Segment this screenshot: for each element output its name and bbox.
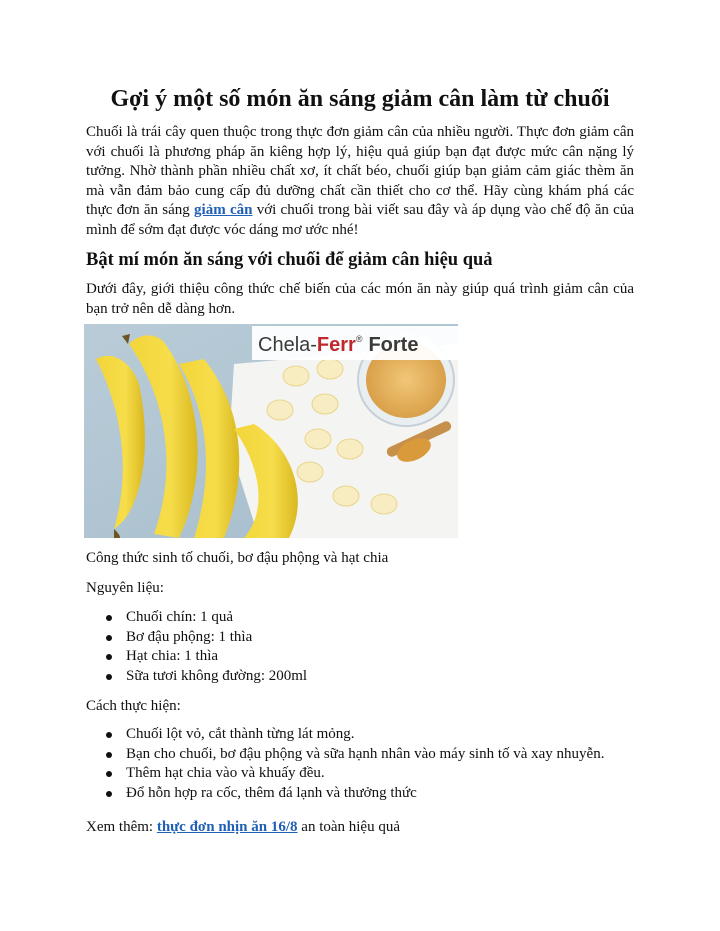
brand-text-ferr: Ferr xyxy=(316,334,356,356)
svg-text:Chela-Ferr®Forte xyxy=(258,334,418,356)
bullet-icon xyxy=(106,771,112,777)
page-title: Gợi ý một số món ăn sáng giảm cân làm từ chuối xyxy=(110,86,610,112)
list-item: Sữa tươi không đường: 200ml xyxy=(86,667,307,687)
list-item: Bơ đậu phộng: 1 thìa xyxy=(86,628,307,648)
bullet-icon xyxy=(106,635,112,641)
intro-paragraph xyxy=(86,123,634,240)
section-heading: Bật mí món ăn sáng với chuối để giảm cân hiệu quả xyxy=(86,250,493,270)
recipe-title: Công thức sinh tố chuối, bơ đậu phộng và hạt chia xyxy=(86,550,389,566)
bullet-icon xyxy=(106,654,112,660)
list-item: Hạt chia: 1 thìa xyxy=(86,647,307,667)
bullet-icon xyxy=(106,732,112,738)
list-item: Thêm hạt chia vào và khuấy đều. xyxy=(86,764,604,784)
steps-list xyxy=(86,725,604,804)
ingredients-list xyxy=(86,608,307,687)
brand-registered-mark: ® xyxy=(355,334,363,344)
ingredients-label: Nguyên liệu: xyxy=(86,580,164,596)
see-more-prefix: Xem thêm: xyxy=(86,819,157,835)
intro-text-after: với chuối trong bài viết sau đây và áp dụng vào chế độ ăn của mình để sớm đạt được vóc dáng mơ ước nhé! xyxy=(86,202,634,238)
list-item: Chuối lột vỏ, cắt thành từng lát mỏng. xyxy=(86,725,604,745)
brand-text-chela: Chela- xyxy=(258,334,317,356)
intro-text-before: Chuối là trái cây quen thuộc trong thực đơn giảm cân của nhiều người. Thực đơn giảm cân với chuối là phương pháp ăn kiêng hợp lý, hiệu quả giúp bạn đạt được mức cân nặng lý tưởng. Nhờ thành phần nhiều chất xơ, ít chất béo, chuối giúp bạn giảm cảm giác thèm ăn mà vẫn đảm bảo cung cấp đủ dưỡng chất cần thiết cho cơ thể. Hãy cùng khám phá các thực đơn ăn sáng xyxy=(86,124,634,218)
bullet-icon xyxy=(106,615,112,621)
see-more-suffix: an toàn hiệu quả xyxy=(297,819,400,835)
bullet-icon xyxy=(106,752,112,758)
bullet-icon xyxy=(106,674,112,680)
bullet-icon xyxy=(106,791,112,797)
list-item: Bạn cho chuối, bơ đậu phộng và sữa hạnh nhân vào máy sinh tố và xay nhuyễn. xyxy=(86,745,604,765)
steps-label: Cách thực hiện: xyxy=(86,698,181,714)
banana-smoothie-image xyxy=(84,324,458,538)
list-item: Chuối chín: 1 quả xyxy=(86,608,307,628)
fasting-16-8-link[interactable]: thực đơn nhịn ăn 16/8 xyxy=(156,819,298,835)
see-more-line xyxy=(86,818,400,837)
weight-loss-link[interactable]: giảm cân xyxy=(194,202,253,218)
section-intro: Dưới đây, giới thiệu công thức chế biến của các món ăn này giúp quá trình giảm cân của bạn trở nên dễ dàng hơn. xyxy=(86,281,634,317)
brand-text-forte: Forte xyxy=(368,334,419,356)
list-item: Đổ hỗn hợp ra cốc, thêm đá lạnh và thưởng thức xyxy=(86,784,604,804)
